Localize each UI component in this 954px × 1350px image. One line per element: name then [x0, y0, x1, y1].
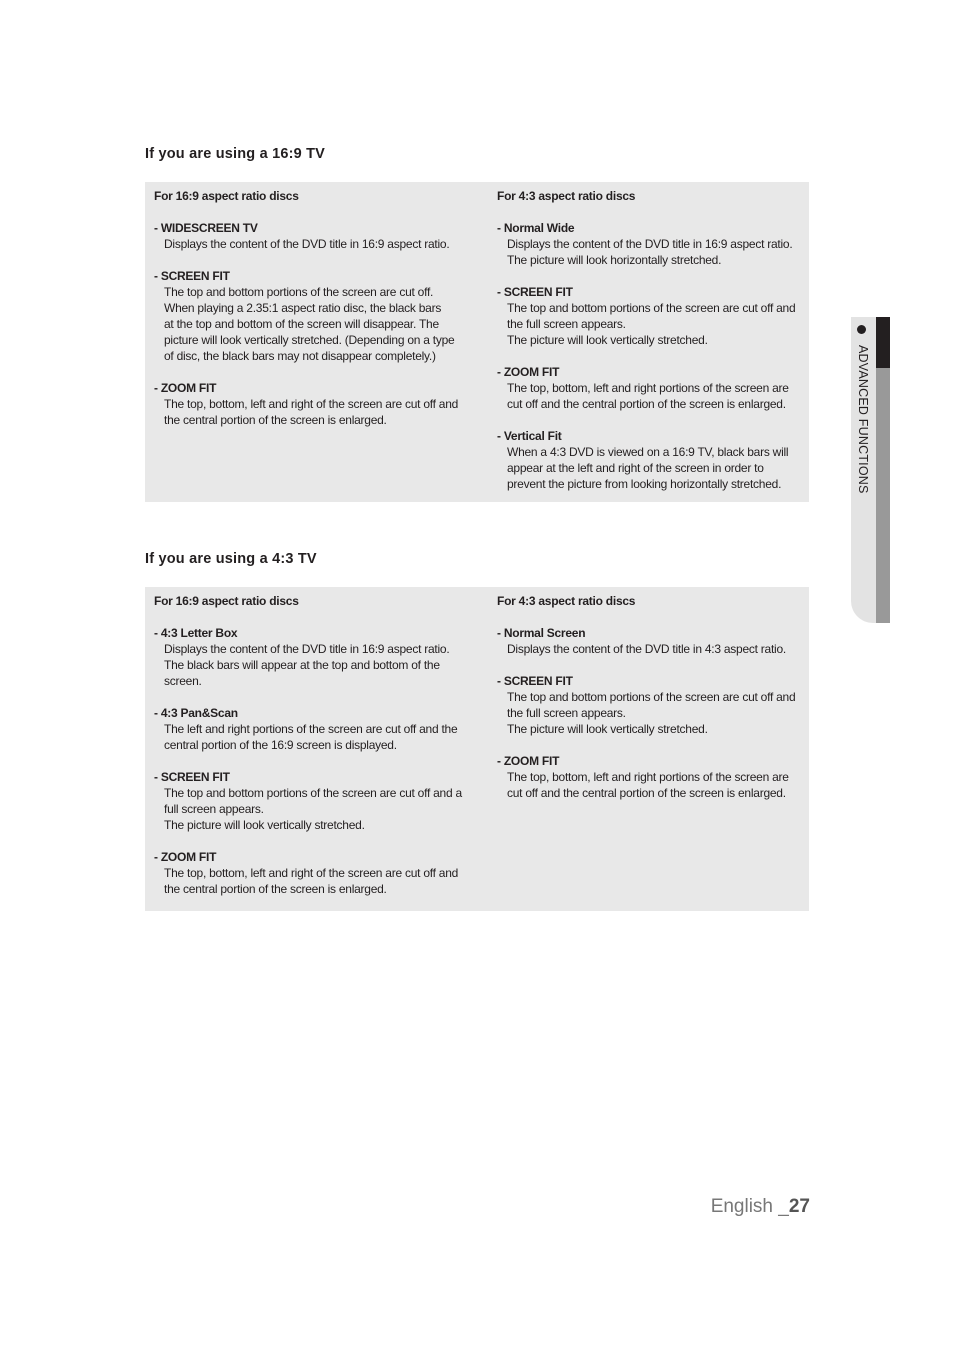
mode-item	[154, 220, 488, 252]
mode-item	[497, 284, 809, 348]
mode-description: The top and bottom portions of the screen are cut off. When playing a 2.35:1 aspect ratio disc, the black bars at the top and bottom of the screen will disappear. The picture will look vertically stretched. (Depending on a type of disc, the black bars may not disappear completely.)	[164, 285, 455, 363]
mode-description: The top, bottom, left and right of the screen are cut off and the central portion of the screen is enlarged.	[164, 866, 459, 896]
mode-item	[497, 753, 809, 801]
mode-title: - ZOOM FIT	[154, 381, 217, 395]
mode-title: - SCREEN FIT	[154, 269, 230, 283]
mode-description: The top, bottom, left and right portions of the screen are cut off and the central portion of the screen is enlarged.	[507, 381, 789, 411]
mode-title: - SCREEN FIT	[497, 285, 573, 299]
mode-title: - WIDESCREEN TV	[154, 221, 258, 235]
mode-item	[154, 705, 488, 753]
side-tab-marker	[876, 317, 890, 368]
mode-description: The top and bottom portions of the screen are cut off and the full screen appears. The picture will look vertically stretched.	[507, 690, 796, 736]
mode-item	[154, 769, 488, 833]
column-heading: For 4:3 aspect ratio discs	[497, 189, 636, 203]
disc-column	[488, 182, 809, 502]
mode-title: - Normal Screen	[497, 626, 586, 640]
info-box-16-9-tv	[145, 182, 809, 502]
column-heading: For 4:3 aspect ratio discs	[497, 594, 636, 608]
mode-item	[497, 364, 809, 412]
mode-item	[154, 625, 488, 689]
mode-description: The top, bottom, left and right of the screen are cut off and the central portion of the screen is enlarged.	[164, 397, 459, 427]
mode-description: The top and bottom portions of the screen are cut off and the full screen appears. The picture will look vertically stretched.	[507, 301, 796, 347]
mode-description: The left and right portions of the screen are cut off and the central portion of the 16:9 screen is displayed.	[164, 722, 458, 752]
mode-description: Displays the content of the DVD title in 16:9 aspect ratio. The picture will look horizontally stretched.	[507, 237, 793, 267]
mode-title: - Normal Wide	[497, 221, 575, 235]
bullet-icon	[857, 325, 866, 334]
page-number: 27	[788, 1196, 810, 1217]
page-footer	[711, 1196, 810, 1218]
section-title-4-3-tv: If you are using a 4:3 TV	[145, 551, 317, 567]
section-title-16-9-tv: If you are using a 16:9 TV	[145, 146, 326, 162]
info-box-4-3-tv	[145, 587, 809, 911]
disc-column	[488, 587, 809, 911]
footer-language: English _	[710, 1196, 789, 1217]
mode-item	[154, 268, 488, 364]
mode-title: - 4:3 Pan&Scan	[154, 706, 238, 720]
mode-description: Displays the content of the DVD title in 4:3 aspect ratio.	[507, 642, 786, 656]
column-heading: For 16:9 aspect ratio discs	[154, 594, 299, 608]
mode-title: - ZOOM FIT	[497, 365, 560, 379]
mode-title: - SCREEN FIT	[497, 674, 573, 688]
mode-item	[497, 428, 809, 492]
mode-title: - Vertical Fit	[497, 429, 562, 443]
mode-item	[154, 849, 488, 897]
mode-title: - SCREEN FIT	[154, 770, 230, 784]
mode-description: The top and bottom portions of the screen are cut off and a full screen appears. The picture will look vertically stretched.	[164, 786, 462, 832]
column-heading: For 16:9 aspect ratio discs	[154, 189, 299, 203]
mode-title: - ZOOM FIT	[154, 850, 217, 864]
mode-description: The top, bottom, left and right portions of the screen are cut off and the central portion of the screen is enlarged.	[507, 770, 789, 800]
mode-item	[154, 380, 488, 428]
mode-title: - ZOOM FIT	[497, 754, 560, 768]
mode-item	[497, 625, 809, 657]
mode-item	[497, 673, 809, 737]
mode-title: - 4:3 Letter Box	[154, 626, 238, 640]
disc-column	[145, 587, 488, 911]
side-tab-label: ADVANCED FUNCTIONS	[856, 345, 870, 494]
disc-column	[145, 182, 488, 502]
mode-description: Displays the content of the DVD title in 16:9 aspect ratio.	[164, 237, 450, 251]
mode-item	[497, 220, 809, 268]
mode-description: When a 4:3 DVD is viewed on a 16:9 TV, black bars will appear at the left and right of the screen in order to prevent the picture from looking horizontally stretched.	[507, 445, 789, 491]
mode-description: Displays the content of the DVD title in 16:9 aspect ratio. The black bars will appear at the top and bottom of the screen.	[164, 642, 450, 688]
